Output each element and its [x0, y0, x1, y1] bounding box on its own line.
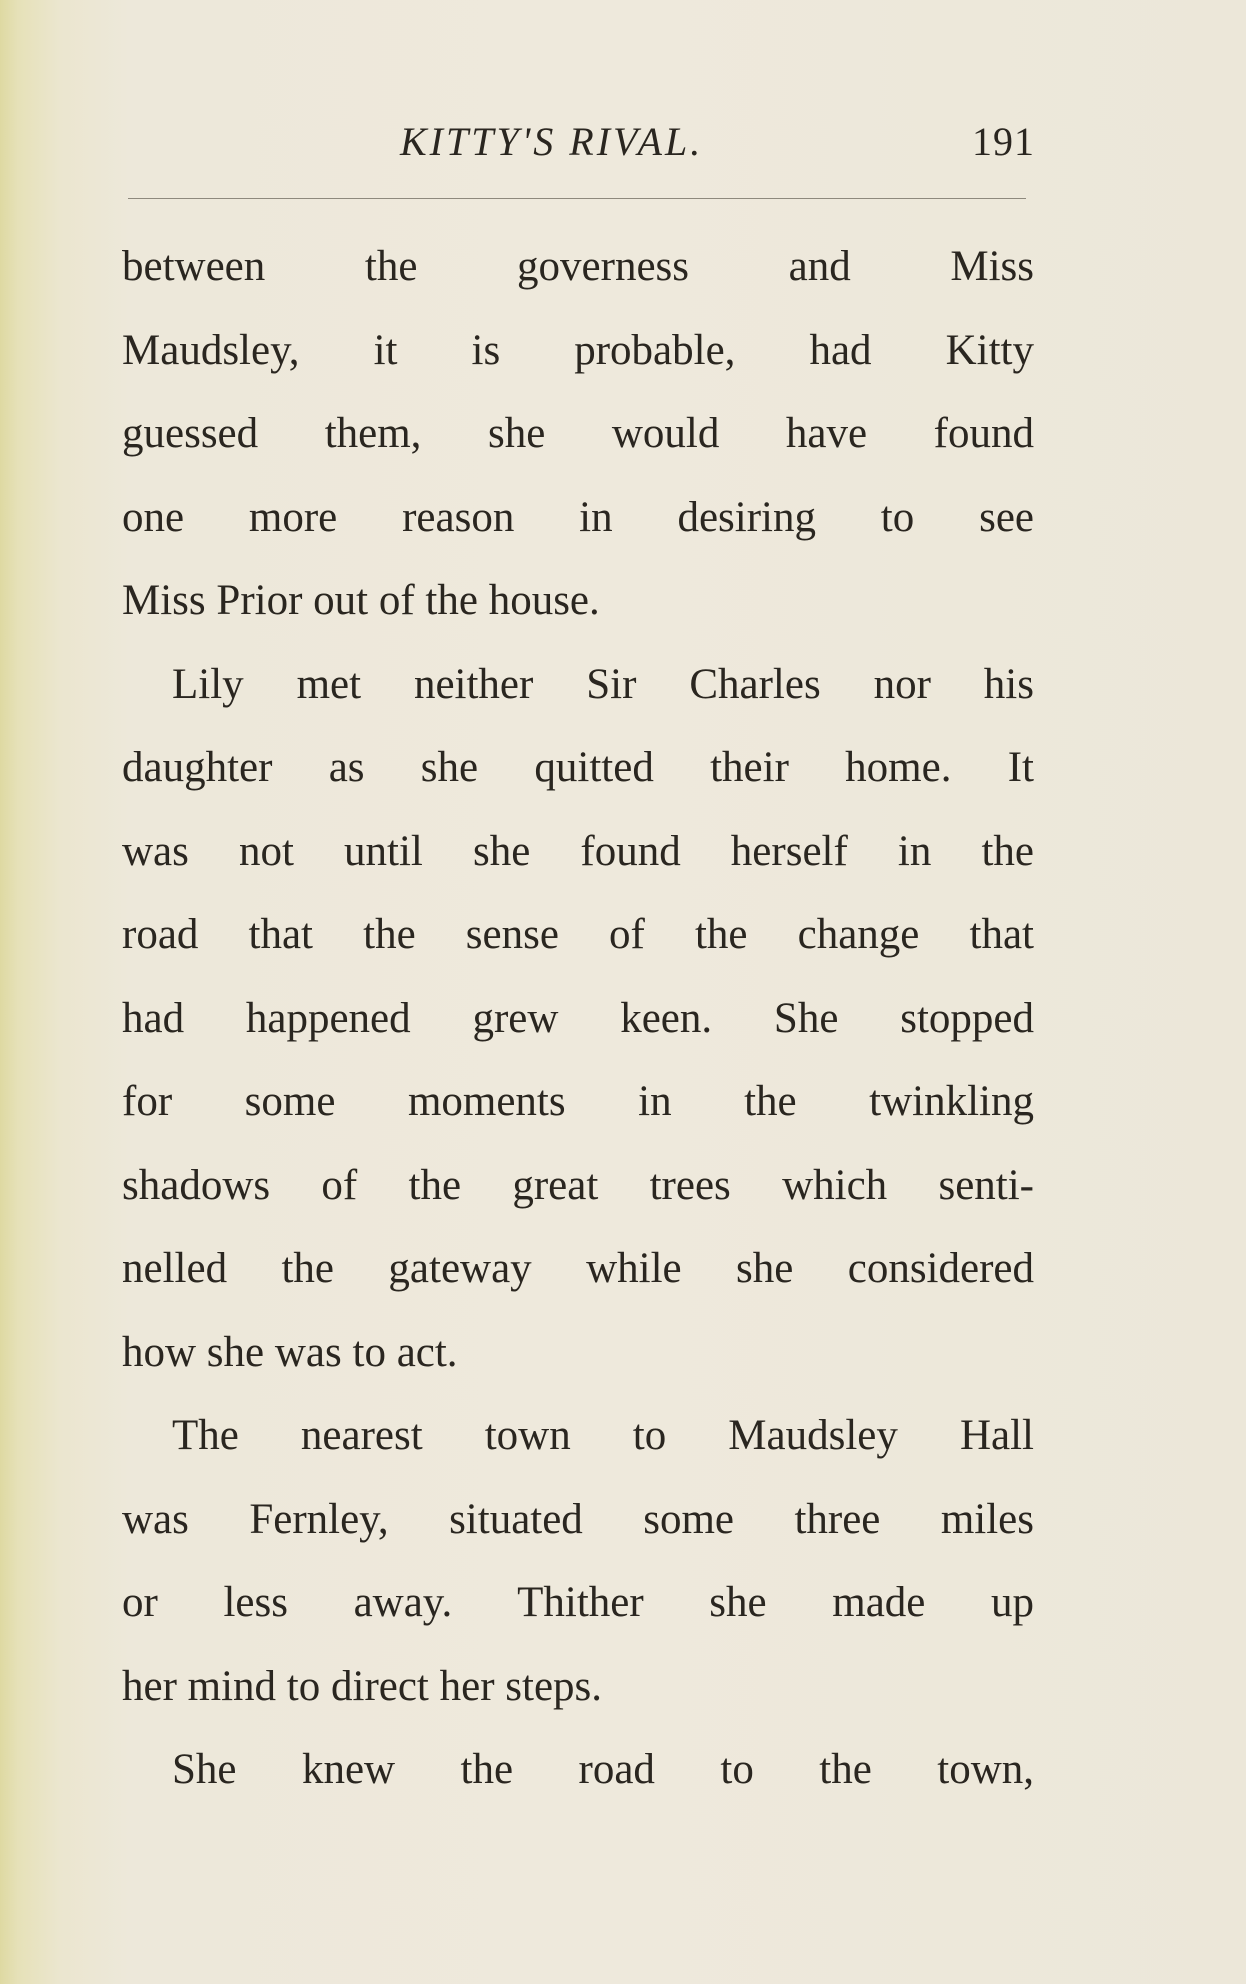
text-line: The nearest town to Maudsley Hall: [172, 1412, 1034, 1459]
text-line: had happened grew keen. She stopped: [122, 994, 1034, 1042]
running-title: KITTY'S RIVAL.: [400, 119, 704, 164]
text-line: daughter as she quitted their home. It: [122, 744, 1034, 791]
page-number: 191: [972, 119, 1035, 164]
text-line: guessed them, she would have found: [122, 410, 1034, 457]
text-line: road that the sense of the change that: [122, 911, 1034, 958]
text-line: between the governess and Miss: [122, 243, 1034, 290]
text-line: nelled the gateway while she considered: [122, 1245, 1034, 1292]
text-line: Maudsley, it is probable, had Kitty: [122, 326, 1034, 374]
text-line: was Fernley, situated some three miles: [122, 1495, 1034, 1543]
text-line: She knew the road to the town,: [172, 1746, 1034, 1793]
text-line: how she was to act.: [122, 1328, 458, 1376]
body-text: [122, 234, 1034, 1821]
header-rule: [128, 198, 1026, 199]
text-line: or less away. Thither she made up: [122, 1579, 1034, 1626]
text-line: her mind to direct her steps.: [122, 1662, 603, 1710]
running-head: [0, 118, 1246, 178]
text-line: for some moments in the twinkling: [122, 1078, 1034, 1125]
text-line: Miss Prior out of the house.: [122, 577, 600, 624]
text-line: Lily met neither Sir Charles nor his: [172, 660, 1034, 708]
text-line: one more reason in desiring to see: [122, 493, 1034, 541]
text-line: was not until she found herself in the: [122, 827, 1034, 875]
text-line: shadows of the great trees which senti-: [122, 1161, 1034, 1209]
